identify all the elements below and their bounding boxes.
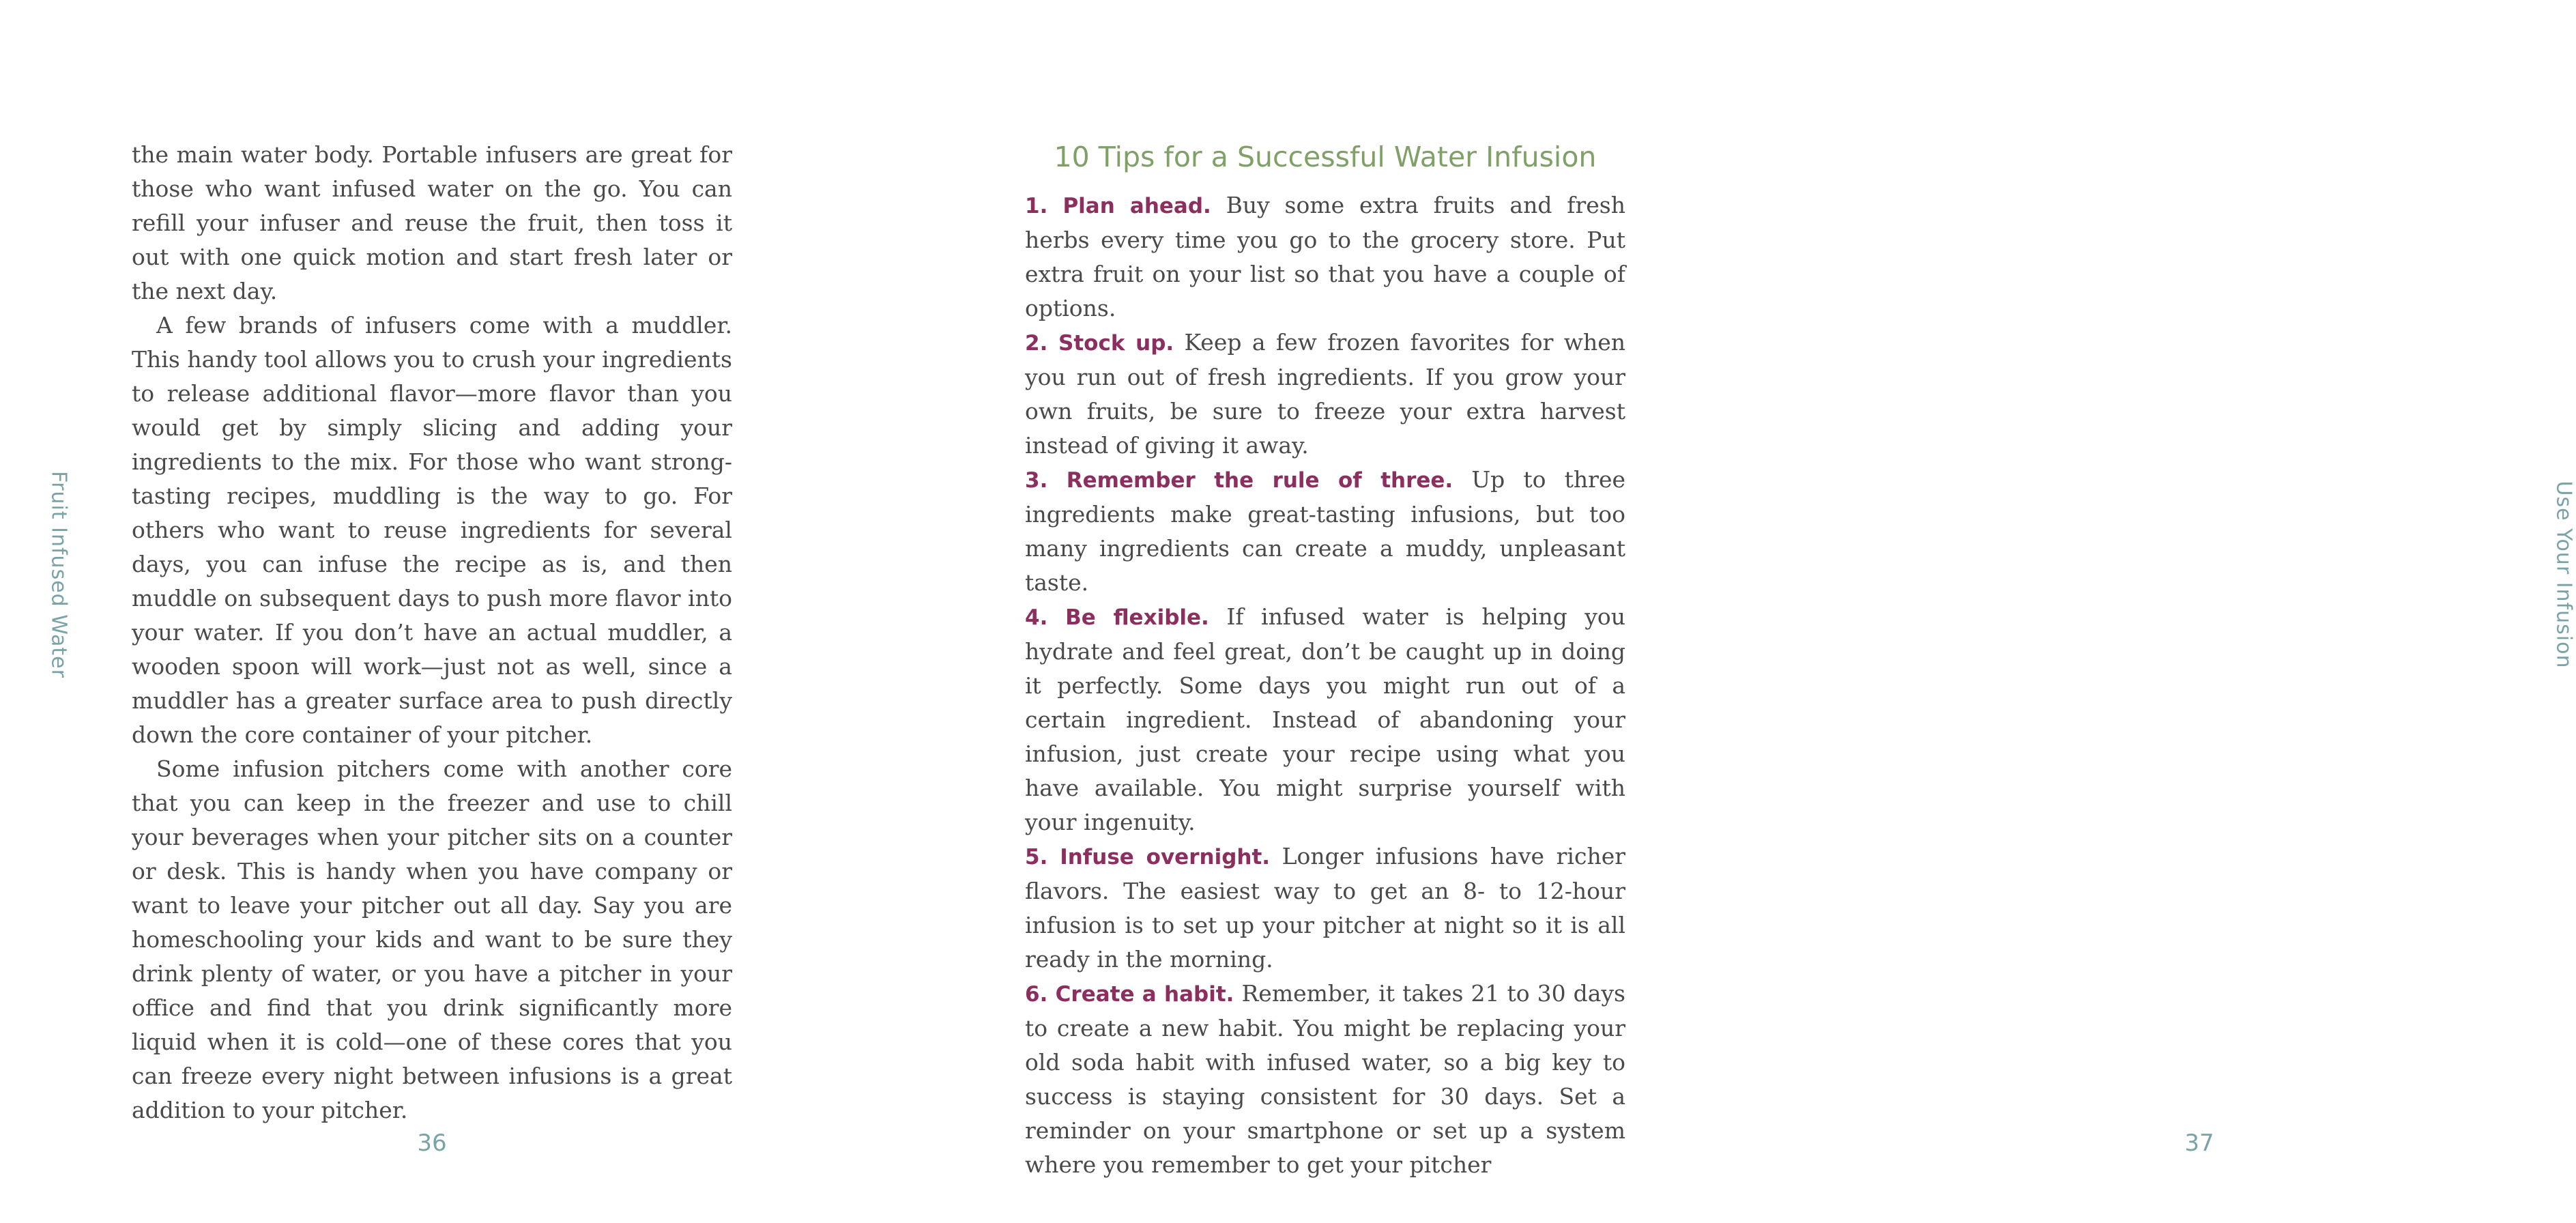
tip-text: Remember, it takes 21 to 30 days to create a new habit. You might be replacing your old soda habit with infused water, so a big key to success is staying consistent for 30 days. Set a reminder on your smartphone or set up a system where you remember to get your pitcher xyxy=(1025,980,1625,1178)
paragraph: Some infusion pitchers come with another core that you can keep in the freezer and use to chill your beverages when your pitcher sits on a counter or desk. This is handy when you have company or want to leave your pitcher out all day. Say you are homeschooling your kids and want to be sure they drink plenty of water, or you have a pitcher in your office and find that you drink significantly more liquid when it is cold—one of these cores that you can freeze every night between infusions is a great addition to your pitcher. xyxy=(132,756,732,1123)
tip-item xyxy=(1025,839,1625,977)
tip-lead: 4. Be flexible. xyxy=(1025,605,1209,630)
tip-lead: 5. Infuse overnight. xyxy=(1025,845,1271,869)
section-title: 10 Tips for a Successful Water Infusion xyxy=(1054,141,1597,173)
tip-lead: 3. Remember the rule of three. xyxy=(1025,468,1453,493)
tip-item xyxy=(1025,600,1625,839)
right-body-text xyxy=(1025,138,1625,1182)
running-head-right: Use Your Infusion xyxy=(2551,480,2576,669)
tip-text: Longer infusions have richer flavors. The easiest way to get an 8- to 12-hour infusion is to set up your pitcher at night so it is all ready in the morning. xyxy=(1025,843,1626,973)
right-page xyxy=(873,0,2576,1223)
tip-item xyxy=(1025,463,1625,600)
left-body-text xyxy=(132,138,732,1127)
left-page xyxy=(0,0,873,1223)
tip-text: Buy some extra fruits and fresh herbs every time you go to the grocery store. Put extra fruit on your list so that you have a couple of options. xyxy=(1025,192,1625,321)
tip-text: Keep a few frozen favorites for when you run out of fresh ingredients. If you grow your own fruits, be sure to freeze your extra harvest instead of giving it away. xyxy=(1025,329,1625,459)
paragraph: A few brands of infusers come with a muddler. This handy tool allows you to crush your ingredients to release additional flavor—more flavor than you would get by simply slicing and adding your ingredients to the mix. For those who want strong-tasting recipes, muddling is the way to go. For others who want to reuse ingredients for several days, you can infuse the recipe as is, and then muddle on subsequent days to push more flavor into your water. If you don’t have an actual muddler, a wooden spoon will work—just not as well, since a muddler has a greater surface area to push directly down the core container of your pitcher. xyxy=(132,312,732,748)
tip-lead: 2. Stock up. xyxy=(1025,331,1174,356)
running-head-left: Fruit Infused Water xyxy=(46,471,71,678)
tip-item xyxy=(1025,326,1625,463)
page-number-left: 36 xyxy=(417,1130,447,1157)
tip-lead: 1. Plan ahead. xyxy=(1025,194,1211,218)
tip-text: If infused water is helping you hydrate and feel great, don’t be caught up in doing it perfectly. Some days you might run out of a certain ingredient. Instead of abandoning your infusion, just create your recipe using what you have available. You might surprise yourself with your ingenuity. xyxy=(1025,603,1626,835)
tip-text: Up to three ingredients make great-tasting infusions, but too many ingredients can create a muddy, unpleasant taste. xyxy=(1025,466,1625,596)
tip-item xyxy=(1025,977,1625,1182)
tip-item xyxy=(1025,188,1625,326)
page-number-right: 37 xyxy=(2184,1130,2214,1157)
tip-lead: 6. Create a habit. xyxy=(1025,982,1234,1007)
paragraph: the main water body. Portable infusers are great for those who want infused water on the go. You can refill your infuser and reuse the fruit, then toss it out with one quick motion and start fresh later or the next day. xyxy=(132,141,732,304)
